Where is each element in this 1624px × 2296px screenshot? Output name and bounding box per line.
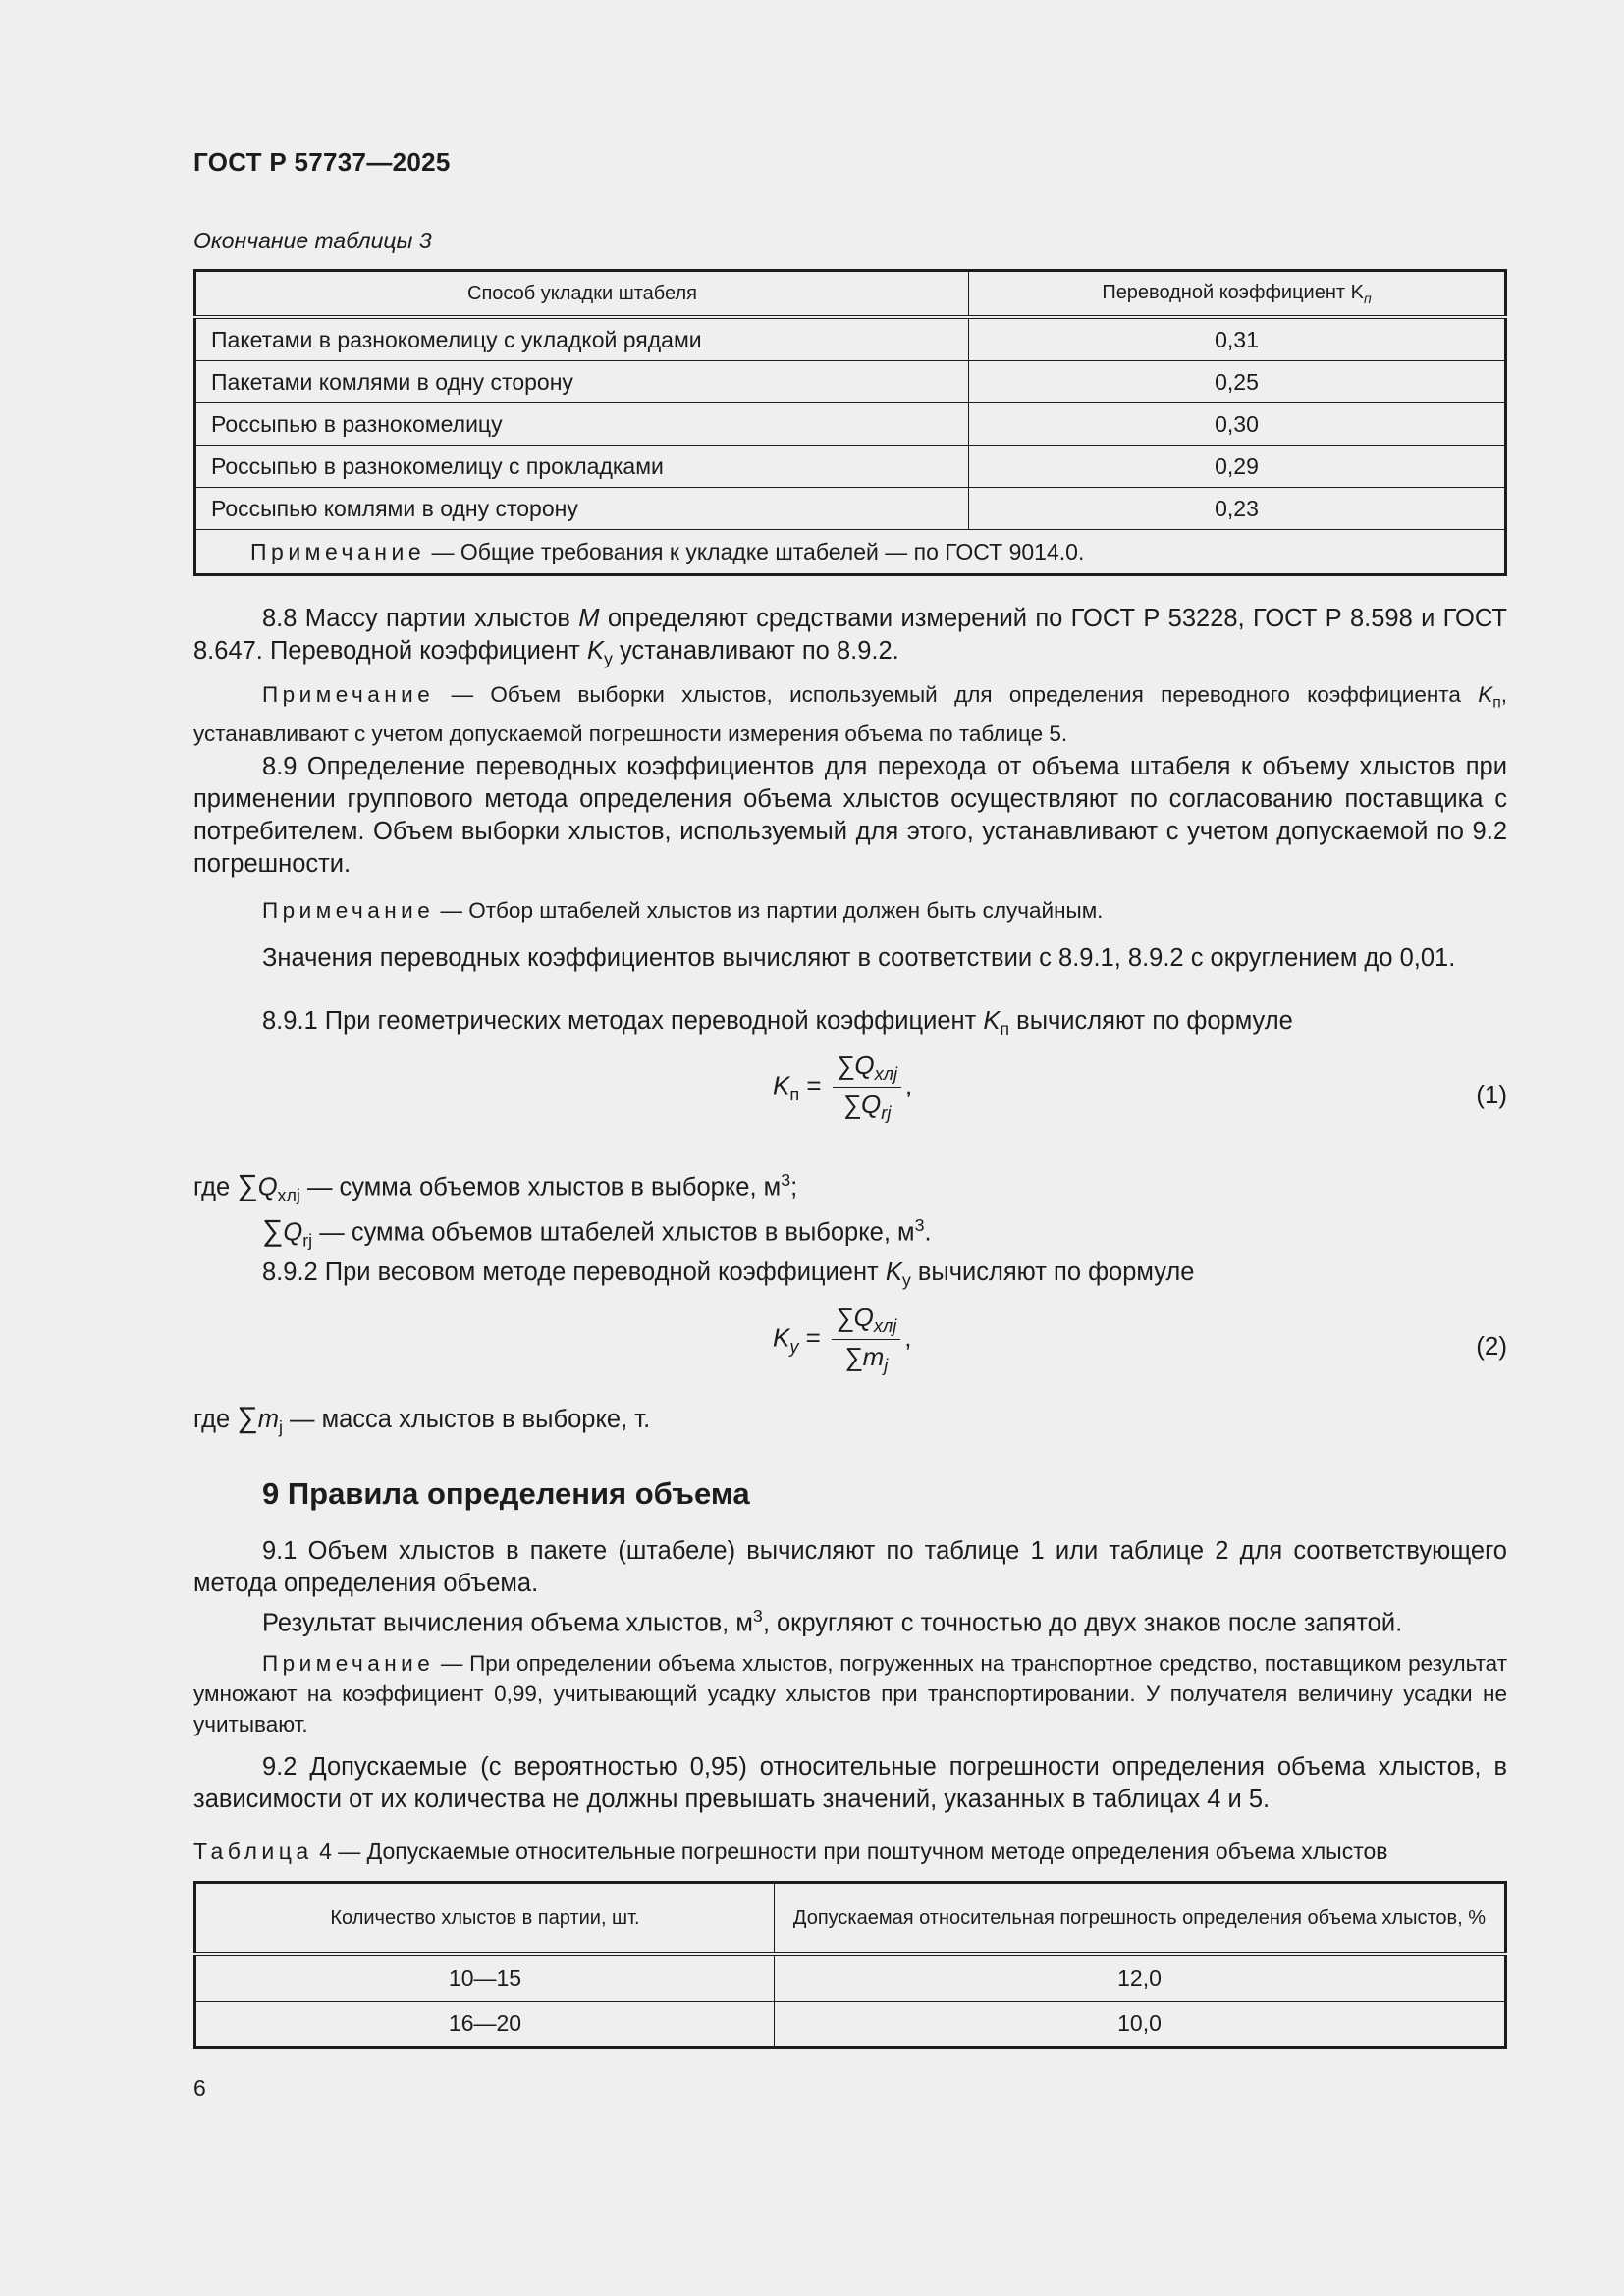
text: — Объем выборки хлыстов, используемый для определения переводного коэффициента bbox=[434, 682, 1479, 707]
paragraph-8-9-1 bbox=[193, 1005, 1507, 1045]
text: где bbox=[193, 1406, 238, 1433]
text: ∑Q bbox=[836, 1303, 874, 1332]
table3-cell: Пакетами в разнокомелицу с укладкой рядами bbox=[195, 317, 969, 361]
text: — Отбор штабелей хлыстов из партии должен быть случайным. bbox=[434, 898, 1104, 923]
table4-caption bbox=[193, 1839, 1388, 1865]
note-8-8 bbox=[193, 679, 1507, 749]
equation-number-1: (1) bbox=[1476, 1080, 1507, 1109]
text: — сумма объемов хлыстов в выборке, м bbox=[299, 1173, 782, 1201]
table3-note bbox=[195, 530, 1506, 575]
table4-cell: 16—20 bbox=[195, 2002, 775, 2048]
subscript: хлj bbox=[874, 1064, 898, 1085]
text: 8.9.1 При геометрических методах переводной коэффициент bbox=[262, 1007, 984, 1035]
table-row bbox=[195, 403, 1506, 446]
subscript: rj bbox=[881, 1103, 892, 1124]
text: ∑m bbox=[844, 1342, 885, 1372]
text: — сумма объемов штабелей хлыстов в выборке, м bbox=[312, 1218, 915, 1247]
subscript: y bbox=[901, 1270, 911, 1291]
formula-lhs: K bbox=[773, 1322, 790, 1353]
var-k: K bbox=[586, 637, 604, 665]
paragraph-8-8 bbox=[193, 603, 1507, 675]
page-number: 6 bbox=[193, 2075, 206, 2101]
note-label: Примечание bbox=[250, 538, 426, 564]
subscript: хлj bbox=[277, 1185, 300, 1205]
table-row bbox=[195, 361, 1506, 403]
subscript: j bbox=[278, 1417, 283, 1438]
table3-caption: Окончание таблицы 3 bbox=[193, 228, 432, 253]
paragraph-9-1-result bbox=[193, 1600, 1507, 1640]
where-line-2 bbox=[262, 1209, 932, 1257]
sum-symbol: ∑ bbox=[237, 1402, 258, 1434]
table3-cell: 0,25 bbox=[969, 361, 1506, 403]
paragraph-9-2: 9.2 Допускаемые (с вероятностью 0,95) относительные погрешности определения объема хлыстов, в зависимости от их количества не должны превышать значений, указанных в таблицах 4 и 5. bbox=[193, 1753, 1507, 1813]
var-m: M bbox=[578, 605, 600, 632]
var-k: K bbox=[983, 1007, 1001, 1035]
var-q: Q bbox=[283, 1218, 303, 1247]
subscript: п bbox=[789, 1084, 800, 1104]
comma: , bbox=[905, 1070, 913, 1100]
text: , округляют с точностью до двух знаков после запятой. bbox=[762, 1609, 1403, 1637]
table4-col-count: Количество хлыстов в партии, шт. bbox=[195, 1883, 775, 1955]
table-row bbox=[195, 488, 1506, 530]
text: Результат вычисления объема хлыстов, м bbox=[262, 1609, 753, 1637]
caption-text: 4 — Допускаемые относительные погрешности при поштучном методе определения объема хлыстов bbox=[312, 1839, 1388, 1864]
table3-cell: 0,30 bbox=[969, 403, 1506, 446]
text: . bbox=[924, 1218, 932, 1247]
table4 bbox=[193, 1881, 1507, 2049]
comma: , bbox=[904, 1322, 912, 1353]
text: ; bbox=[790, 1173, 798, 1201]
subscript: rj bbox=[302, 1230, 313, 1251]
table4-col-error: Допускаемая относительная погрешность определения объема хлыстов, % bbox=[775, 1883, 1506, 1955]
section-9-heading: 9 Правила определения объема bbox=[262, 1476, 750, 1511]
note-label: Примечание bbox=[262, 682, 435, 707]
coef-sub: п bbox=[1363, 290, 1372, 306]
table3-header-row bbox=[195, 271, 1506, 318]
paragraph-values: Значения переводных коэффициентов вычисляют в соответствии с 8.9.1, 8.9.2 с округлением до 0,01. bbox=[262, 944, 1456, 972]
fraction bbox=[833, 1050, 901, 1124]
var-k: K bbox=[885, 1258, 902, 1286]
superscript: 3 bbox=[914, 1215, 925, 1235]
table3-col-coefficient bbox=[969, 271, 1506, 318]
var-q: Q bbox=[257, 1173, 278, 1201]
numerator bbox=[833, 1050, 901, 1088]
subscript: п bbox=[1000, 1019, 1010, 1040]
coef-label: Переводной коэффициент K bbox=[1102, 281, 1364, 303]
paragraph-8-9-2 bbox=[193, 1256, 1507, 1297]
table4-header-row bbox=[195, 1883, 1506, 1955]
formula-lhs: K bbox=[773, 1070, 790, 1100]
text: устанавливают по 8.9.2. bbox=[612, 637, 899, 665]
document-code: ГОСТ Р 57737—2025 bbox=[193, 147, 451, 177]
caption-label: Таблица bbox=[193, 1839, 313, 1864]
table3-cell: Россыпью в разнокомелицу с прокладками bbox=[195, 446, 969, 488]
text: 8.9.2 При весовом методе переводной коэффициент bbox=[262, 1258, 886, 1286]
text: вычисляют по формуле bbox=[910, 1258, 1195, 1286]
table3-cell: 0,29 bbox=[969, 446, 1506, 488]
where-line-3 bbox=[193, 1402, 650, 1444]
formula-1 bbox=[773, 1050, 912, 1124]
note-label: Примечание bbox=[262, 1651, 435, 1676]
numerator bbox=[832, 1303, 900, 1340]
sum-symbol: ∑ bbox=[262, 1214, 284, 1248]
text: определяют средствами измерений по ГОСТ Р 53228, ГОСТ Р 8.598 и ГОСТ 8.647. Переводной коэффициент bbox=[193, 605, 1507, 665]
text: ∑Q bbox=[836, 1050, 875, 1080]
text: 8.8 Массу партии хлыстов bbox=[262, 605, 579, 632]
var-k: K bbox=[1478, 682, 1493, 707]
denominator bbox=[832, 1340, 900, 1376]
subscript: п bbox=[1492, 694, 1501, 712]
table3-cell: Пакетами комлями в одну сторону bbox=[195, 361, 969, 403]
note-8-9 bbox=[193, 895, 1507, 926]
superscript: 3 bbox=[781, 1170, 791, 1190]
paragraph-8-9: 8.9 Определение переводных коэффициентов для перехода от объема штабеля к объему хлыстов при применении группового метода определения объема хлыстов осуществляют по согласованию поставщика с потребителем. Объем выборки хлыстов, используемый для этого, устанавливают с учетом допускаемой по 9.2 погрешности. bbox=[193, 753, 1507, 878]
text: ∑Q bbox=[842, 1090, 882, 1120]
text: где bbox=[193, 1173, 238, 1201]
sum-symbol: ∑ bbox=[237, 1169, 258, 1202]
subscript: j bbox=[884, 1356, 889, 1376]
note-text: — Общие требования к укладке штабелей — по ГОСТ 9014.0. bbox=[425, 538, 1085, 564]
table-row bbox=[195, 446, 1506, 488]
table-row bbox=[195, 2002, 1506, 2048]
superscript: 3 bbox=[752, 1606, 763, 1626]
table3 bbox=[193, 269, 1507, 576]
table4-cell: 10—15 bbox=[195, 1954, 775, 2002]
table-row bbox=[195, 1954, 1506, 2002]
table3-cell: 0,31 bbox=[969, 317, 1506, 361]
subscript: y bbox=[789, 1336, 799, 1357]
table-row bbox=[195, 317, 1506, 361]
where-line-1 bbox=[193, 1164, 797, 1212]
formula-2 bbox=[773, 1303, 912, 1376]
subscript: хлj bbox=[873, 1316, 897, 1337]
table3-cell: 0,23 bbox=[969, 488, 1506, 530]
equation-number-2: (2) bbox=[1476, 1331, 1507, 1361]
denominator bbox=[833, 1088, 901, 1124]
table4-cell: 12,0 bbox=[775, 1954, 1506, 2002]
equals: = bbox=[799, 1070, 822, 1100]
table4-cell: 10,0 bbox=[775, 2002, 1506, 2048]
text: — масса хлыстов в выборке, т. bbox=[282, 1406, 651, 1433]
var-m: m bbox=[257, 1406, 279, 1433]
note-9-1 bbox=[193, 1648, 1507, 1739]
subscript: y bbox=[603, 649, 613, 669]
paragraph-9-1: 9.1 Объем хлыстов в пакете (штабеле) вычисляют по таблице 1 или таблице 2 для соответствующего метода определения объема. bbox=[193, 1537, 1507, 1597]
note-label: Примечание bbox=[262, 898, 435, 923]
text: вычисляют по формуле bbox=[1009, 1007, 1293, 1035]
table3-cell: Россыпью комлями в одну сторону bbox=[195, 488, 969, 530]
text: — При определении объема хлыстов, погруженных на транспортное средство, поставщиком результат умножают на коэффициент 0,99, учитывающий усадку хлыстов при транспортировании. У получателя величину усадки не учитывают. bbox=[193, 1651, 1507, 1736]
table3-cell: Россыпью в разнокомелицу bbox=[195, 403, 969, 446]
table3-note-row bbox=[195, 530, 1506, 575]
equals: = bbox=[798, 1322, 821, 1353]
text: , устанавливают с учетом допускаемой погрешности измерения объема по таблице 5. bbox=[193, 682, 1507, 746]
fraction bbox=[832, 1303, 900, 1376]
table3-col-method: Способ укладки штабеля bbox=[195, 271, 969, 318]
